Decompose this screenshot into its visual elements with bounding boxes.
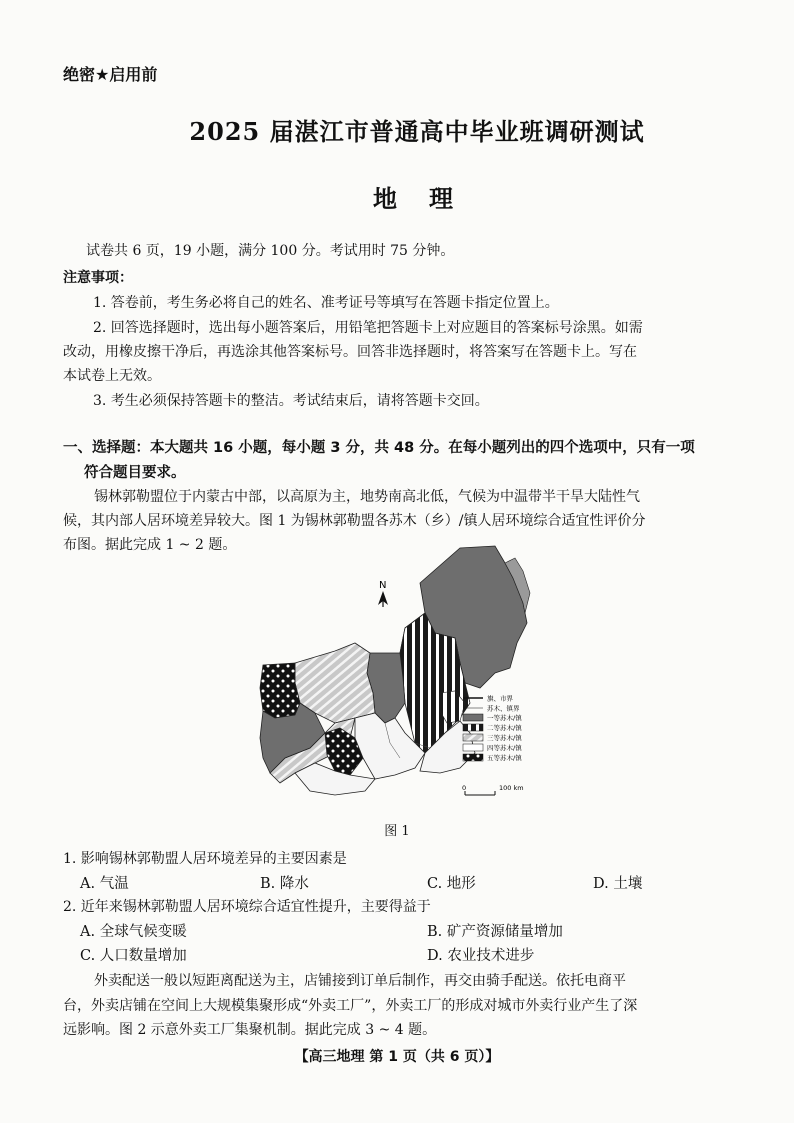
legend-swatch-grade1 [463, 714, 483, 721]
question-1-option-b: B. 降水 [260, 876, 309, 892]
passage-1-line-1: 锡林郭勒盟位于内蒙古中部，以高原为主，地势南高北低，气候为中温带半干旱大陆性气 [94, 489, 640, 505]
scale-zero: 0 [462, 784, 467, 792]
legend-swatch-grade5 [463, 754, 483, 761]
question-2-option-d: D. 农业技术进步 [427, 948, 535, 964]
question-1-option-a: A. 气温 [80, 876, 129, 892]
north-label: N [379, 580, 387, 591]
figure-1-map [255, 543, 555, 805]
legend-swatch-grade3 [463, 734, 483, 741]
legend-label-3: 一等苏木/镇 [487, 714, 522, 722]
notice-heading: 注意事项： [63, 270, 133, 286]
section-heading-line-2: 符合题目要求。 [84, 465, 186, 481]
subject-title: 地理 [373, 185, 485, 213]
question-1-stem: 1. 影响锡林郭勒盟人居环境差异的主要因素是 [63, 851, 347, 867]
map-region-grade5-west [260, 663, 300, 718]
exam-title: 2025 届湛江市普通高中毕业班调研测试 [189, 117, 645, 146]
north-arrow-icon [378, 591, 388, 607]
legend-label-1: 旗、市界 [487, 694, 513, 703]
notice-item-3: 3. 考生必须保持答题卡的整洁。考试结束后，请将答题卡交回。 [93, 393, 489, 409]
page-footer: 【高三地理 第 1 页（共 6 页）】 [294, 1049, 500, 1065]
passage-2-line-2: 台，外卖店铺在空间上大规模集聚形成“外卖工厂”，外卖工厂的形成对城市外卖行业产生了深 [63, 998, 638, 1014]
question-2-option-b: B. 矿产资源储量增加 [427, 924, 563, 940]
passage-2-line-1: 外卖配送一般以短距离配送为主，店铺接到订单后制作，再交由骑手配送。依托电商平 [94, 973, 626, 989]
notice-item-1: 1. 答卷前，考生务必将自己的姓名、准考证号等填写在答题卡指定位置上。 [93, 295, 559, 311]
figure-1-caption: 图 1 [384, 824, 410, 839]
passage-2-line-3: 远影响。图 2 示意外卖工厂集聚机制。据此完成 3 ~ 4 题。 [63, 1022, 437, 1038]
legend-label-6: 四等苏木/镇 [487, 744, 522, 752]
legend-swatch-grade4 [463, 744, 483, 751]
question-2-stem: 2. 近年来锡林郭勒盟人居环境综合适宜性提升，主要得益于 [63, 899, 431, 915]
passage-1-line-3: 布图。据此完成 1 ~ 2 题。 [63, 537, 237, 553]
notice-item-2-line-2: 改动，用橡皮擦干净后，再选涂其他答案标号。回答非选择题时，将答案写在答题卡上。写在 [63, 344, 637, 360]
notice-item-2-line-1: 2. 回答选择题时，选出每小题答案后，用铅笔把答题卡上对应题目的答案标号涂黑。如需 [93, 320, 643, 336]
legend-label-4: 二等苏木/镇 [487, 724, 522, 732]
question-2-option-a: A. 全球气候变暖 [80, 924, 187, 940]
settlement-suitability-map [255, 543, 555, 805]
legend-label-7: 五等苏木/镇 [487, 754, 522, 762]
question-2-option-c: C. 人口数量增加 [80, 948, 187, 964]
legend-swatch-grade2 [463, 724, 483, 731]
confidential-label: 绝密★启用前 [63, 65, 158, 84]
passage-1-line-2: 候，其内部人居环境差异较大。图 1 为锡林郭勒盟各苏木（乡）/镇人居环境综合适宜性评价分 [63, 513, 646, 529]
question-1-option-c: C. 地形 [427, 876, 476, 892]
scale-distance: 100 km [499, 784, 524, 792]
exam-summary: 试卷共 6 页，19 小题，满分 100 分。考试用时 75 分钟。 [86, 243, 455, 259]
notice-item-2-line-3: 本试卷上无效。 [63, 368, 161, 384]
section-heading-line-1: 一、选择题：本大题共 16 小题，每小题 3 分，共 48 分。在每小题列出的四个选项中，只有一项 [63, 440, 695, 456]
legend-label-2: 苏木、镇界 [487, 704, 520, 713]
question-1-option-d: D. 土壤 [593, 876, 643, 892]
legend-label-5: 三等苏木/镇 [487, 734, 522, 742]
scale-bar [462, 784, 524, 795]
